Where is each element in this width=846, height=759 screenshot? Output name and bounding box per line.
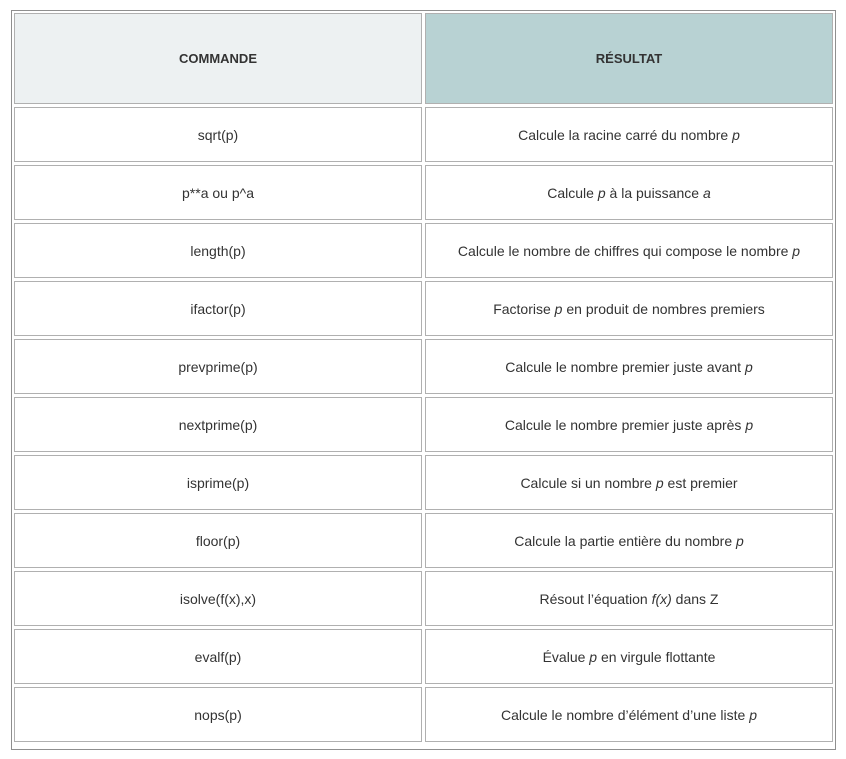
- table-row: [14, 397, 833, 452]
- table-row: [14, 339, 833, 394]
- variable-text: p: [655, 474, 664, 491]
- command-cell: sqrt(p): [14, 107, 422, 162]
- result-text: dans Z: [671, 590, 719, 607]
- table-body: [14, 107, 833, 742]
- table-frame: [11, 10, 836, 750]
- table-row: [14, 107, 833, 162]
- command-cell: nops(p): [14, 687, 422, 742]
- result-cell: [425, 571, 833, 626]
- variable-text: p: [554, 300, 563, 317]
- table-header-row: [14, 13, 833, 104]
- result-cell: [425, 455, 833, 510]
- variable-text: p: [745, 416, 754, 433]
- command-cell: isprime(p): [14, 455, 422, 510]
- result-text: Calcule la partie entière du nombre: [514, 532, 736, 549]
- result-text: est premier: [663, 474, 738, 491]
- command-cell: isolve(f(x),x): [14, 571, 422, 626]
- table-row: [14, 165, 833, 220]
- variable-text: p: [792, 242, 801, 259]
- result-cell: [425, 107, 833, 162]
- result-text: à la puissance: [605, 184, 703, 201]
- result-cell: [425, 513, 833, 568]
- table-row: [14, 223, 833, 278]
- result-text: Calcule: [547, 184, 598, 201]
- table-row: [14, 455, 833, 510]
- result-text: Calcule le nombre d’élément d’une liste: [500, 706, 750, 723]
- variable-text: p: [744, 358, 753, 375]
- variable-text: f(x): [651, 590, 672, 607]
- result-cell: [425, 629, 833, 684]
- table-row: [14, 629, 833, 684]
- commands-table: [11, 10, 836, 745]
- table-row: [14, 687, 833, 742]
- result-cell: [425, 165, 833, 220]
- result-cell: [425, 223, 833, 278]
- result-text: en produit de nombres premiers: [562, 300, 765, 317]
- header-command: COMMANDE: [14, 13, 422, 104]
- result-cell: [425, 687, 833, 742]
- result-cell: [425, 281, 833, 336]
- variable-text: a: [702, 184, 711, 201]
- command-cell: prevprime(p): [14, 339, 422, 394]
- result-text: Calcule le nombre premier juste avant: [505, 358, 745, 375]
- command-cell: p**a ou p^a: [14, 165, 422, 220]
- command-cell: evalf(p): [14, 629, 422, 684]
- result-text: Calcule le nombre de chiffres qui compose le nombre: [457, 242, 793, 259]
- result-text: Calcule si un nombre: [520, 474, 656, 491]
- result-cell: [425, 397, 833, 452]
- table-row: [14, 513, 833, 568]
- variable-text: p: [736, 532, 744, 549]
- result-text: Évalue: [542, 648, 590, 665]
- result-text: Résout l’équation: [539, 590, 652, 607]
- result-text: en virgule flottante: [597, 648, 716, 665]
- table-row: [14, 281, 833, 336]
- command-cell: length(p): [14, 223, 422, 278]
- variable-text: p: [597, 184, 606, 201]
- command-cell: floor(p): [14, 513, 422, 568]
- variable-text: p: [749, 706, 758, 723]
- header-result: RÉSULTAT: [425, 13, 833, 104]
- variable-text: p: [732, 126, 740, 143]
- result-text: Factorise: [493, 300, 555, 317]
- variable-text: p: [589, 648, 598, 665]
- result-cell: [425, 339, 833, 394]
- command-cell: ifactor(p): [14, 281, 422, 336]
- result-text: Calcule le nombre premier juste après: [504, 416, 746, 433]
- result-text: Calcule la racine carré du nombre: [518, 126, 733, 143]
- command-cell: nextprime(p): [14, 397, 422, 452]
- table-row: [14, 571, 833, 626]
